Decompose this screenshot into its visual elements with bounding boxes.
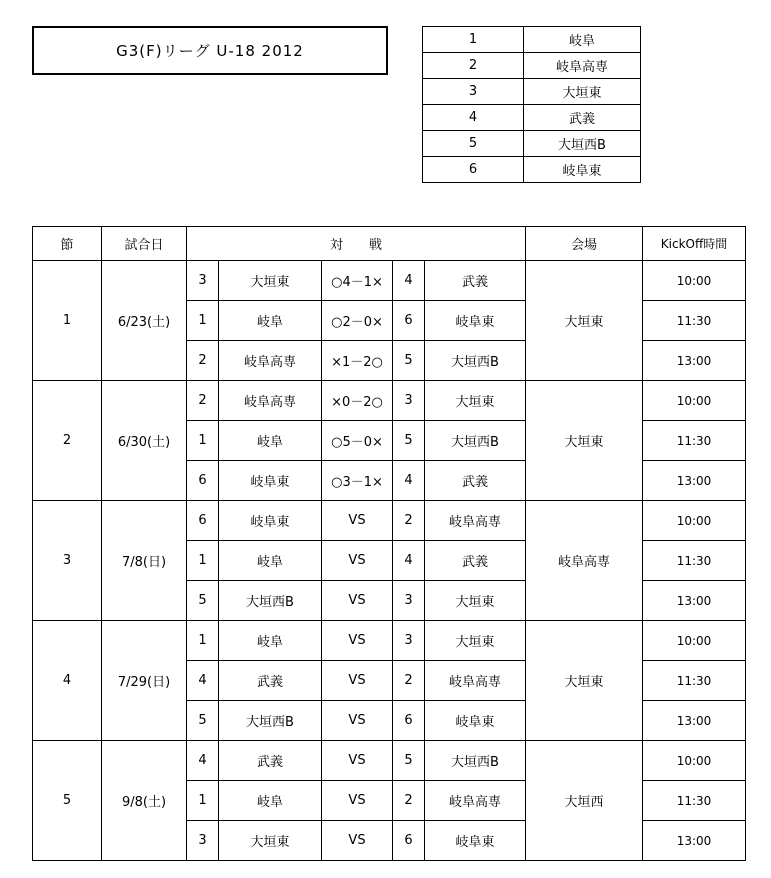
away-team-name: 大垣東 (425, 621, 526, 661)
round-section: 3 (33, 501, 102, 621)
kickoff-time: 13:00 (643, 701, 746, 741)
team-number: 6 (423, 157, 524, 183)
away-team-name: 大垣東 (425, 381, 526, 421)
round-venue: 大垣東 (526, 621, 643, 741)
home-team-name: 大垣東 (219, 261, 322, 301)
home-team-name: 岐阜高専 (219, 381, 322, 421)
home-team-name: 武義 (219, 661, 322, 701)
round-venue: 大垣東 (526, 381, 643, 501)
team-list-row (423, 79, 641, 105)
round-section: 2 (33, 381, 102, 501)
away-team-name: 武義 (425, 541, 526, 581)
away-team-name: 岐阜東 (425, 701, 526, 741)
team-list-table (422, 26, 641, 183)
home-team-number: 3 (187, 821, 219, 861)
kickoff-time: 13:00 (643, 581, 746, 621)
team-list-row (423, 157, 641, 183)
team-name: 武義 (524, 105, 641, 131)
home-team-number: 4 (187, 661, 219, 701)
round-date: 7/29(日) (102, 621, 187, 741)
match-score: ○4－1× (322, 261, 393, 301)
round-venue: 大垣西 (526, 741, 643, 861)
kickoff-time: 11:30 (643, 781, 746, 821)
away-team-number: 3 (393, 621, 425, 661)
round-section: 1 (33, 261, 102, 381)
header-date: 試合日 (102, 227, 187, 261)
home-team-name: 岐阜 (219, 301, 322, 341)
home-team-number: 1 (187, 421, 219, 461)
away-team-name: 岐阜東 (425, 821, 526, 861)
header-kickoff: KickOff時間 (643, 227, 746, 261)
match-score: VS (322, 701, 393, 741)
kickoff-time: 11:30 (643, 541, 746, 581)
team-number: 1 (423, 27, 524, 53)
team-list-row (423, 131, 641, 157)
away-team-name: 岐阜高専 (425, 501, 526, 541)
home-team-name: 岐阜高専 (219, 341, 322, 381)
kickoff-time: 10:00 (643, 261, 746, 301)
match-score: VS (322, 581, 393, 621)
home-team-name: 岐阜 (219, 541, 322, 581)
away-team-name: 大垣西B (425, 341, 526, 381)
match-score: ○5－0× (322, 421, 393, 461)
match-row (33, 501, 746, 541)
home-team-name: 大垣西B (219, 701, 322, 741)
home-team-number: 6 (187, 501, 219, 541)
kickoff-time: 13:00 (643, 821, 746, 861)
away-team-number: 5 (393, 421, 425, 461)
team-list-row (423, 53, 641, 79)
away-team-number: 3 (393, 581, 425, 621)
away-team-name: 岐阜高専 (425, 781, 526, 821)
team-name: 大垣東 (524, 79, 641, 105)
away-team-number: 6 (393, 301, 425, 341)
away-team-name: 武義 (425, 461, 526, 501)
home-team-name: 岐阜東 (219, 501, 322, 541)
home-team-name: 武義 (219, 741, 322, 781)
home-team-number: 4 (187, 741, 219, 781)
kickoff-time: 10:00 (643, 381, 746, 421)
home-team-number: 2 (187, 381, 219, 421)
home-team-number: 6 (187, 461, 219, 501)
away-team-name: 岐阜高専 (425, 661, 526, 701)
home-team-number: 5 (187, 701, 219, 741)
home-team-name: 岐阜 (219, 421, 322, 461)
match-row (33, 741, 746, 781)
team-list-row (423, 105, 641, 131)
away-team-name: 大垣東 (425, 581, 526, 621)
home-team-name: 大垣西B (219, 581, 322, 621)
away-team-number: 2 (393, 781, 425, 821)
kickoff-time: 13:00 (643, 461, 746, 501)
away-team-name: 大垣西B (425, 741, 526, 781)
round-date: 6/23(土) (102, 261, 187, 381)
match-score: VS (322, 541, 393, 581)
away-team-number: 5 (393, 341, 425, 381)
home-team-name: 岐阜 (219, 781, 322, 821)
header-venue: 会場 (526, 227, 643, 261)
kickoff-time: 13:00 (643, 341, 746, 381)
away-team-name: 岐阜東 (425, 301, 526, 341)
home-team-number: 1 (187, 781, 219, 821)
match-score: VS (322, 621, 393, 661)
round-date: 7/8(日) (102, 501, 187, 621)
header-matchup: 対 戦 (187, 227, 526, 261)
team-name: 岐阜 (524, 27, 641, 53)
round-section: 4 (33, 621, 102, 741)
away-team-number: 6 (393, 701, 425, 741)
kickoff-time: 11:30 (643, 301, 746, 341)
page-title: G3(F)リーグ U-18 2012 (32, 26, 388, 75)
match-row (33, 261, 746, 301)
schedule-body (33, 261, 746, 861)
match-score: ×0－2○ (322, 381, 393, 421)
match-row (33, 621, 746, 661)
schedule-table (32, 226, 746, 861)
kickoff-time: 10:00 (643, 621, 746, 661)
home-team-number: 2 (187, 341, 219, 381)
away-team-number: 2 (393, 661, 425, 701)
team-number: 4 (423, 105, 524, 131)
home-team-number: 1 (187, 621, 219, 661)
round-venue: 岐阜高専 (526, 501, 643, 621)
home-team-name: 岐阜 (219, 621, 322, 661)
away-team-number: 4 (393, 541, 425, 581)
team-list-row (423, 27, 641, 53)
away-team-name: 武義 (425, 261, 526, 301)
round-date: 6/30(土) (102, 381, 187, 501)
team-number: 3 (423, 79, 524, 105)
team-number: 2 (423, 53, 524, 79)
away-team-number: 4 (393, 461, 425, 501)
away-team-number: 2 (393, 501, 425, 541)
header-section: 節 (33, 227, 102, 261)
round-venue: 大垣東 (526, 261, 643, 381)
match-score: VS (322, 821, 393, 861)
kickoff-time: 10:00 (643, 501, 746, 541)
home-team-number: 1 (187, 301, 219, 341)
team-number: 5 (423, 131, 524, 157)
match-score: ○3－1× (322, 461, 393, 501)
match-score: VS (322, 661, 393, 701)
kickoff-time: 11:30 (643, 421, 746, 461)
kickoff-time: 10:00 (643, 741, 746, 781)
match-row (33, 381, 746, 421)
home-team-number: 1 (187, 541, 219, 581)
away-team-number: 4 (393, 261, 425, 301)
round-section: 5 (33, 741, 102, 861)
team-name: 大垣西B (524, 131, 641, 157)
match-score: VS (322, 741, 393, 781)
team-name: 岐阜東 (524, 157, 641, 183)
match-score: VS (322, 501, 393, 541)
kickoff-time: 11:30 (643, 661, 746, 701)
match-score: ×1－2○ (322, 341, 393, 381)
team-list-body (423, 27, 641, 183)
away-team-name: 大垣西B (425, 421, 526, 461)
home-team-number: 5 (187, 581, 219, 621)
team-name: 岐阜高専 (524, 53, 641, 79)
match-score: ○2－0× (322, 301, 393, 341)
schedule-header-row (33, 227, 746, 261)
away-team-number: 3 (393, 381, 425, 421)
away-team-number: 5 (393, 741, 425, 781)
round-date: 9/8(土) (102, 741, 187, 861)
home-team-name: 大垣東 (219, 821, 322, 861)
home-team-name: 岐阜東 (219, 461, 322, 501)
home-team-number: 3 (187, 261, 219, 301)
away-team-number: 6 (393, 821, 425, 861)
match-score: VS (322, 781, 393, 821)
